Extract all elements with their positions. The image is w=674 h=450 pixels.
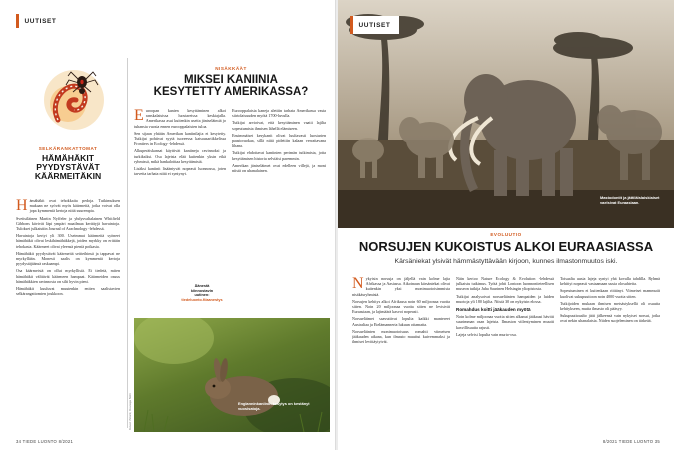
paragraph: Toisaalta uusia lajeja syntyi yhä kovalla tahdilla. Ryhmä kehittyi nopeasti vastaamaan uusia olosuhteita.	[560, 276, 660, 287]
vote-pullquote	[172, 284, 232, 302]
rabbit-photo	[134, 318, 330, 432]
paragraph: Sveitsiläinen Martin Nyffeler ja yhdysvaltalainen Whitfield Gibbons kävivät läpi ympäri maailmaa kerättyjä havaintoja. Tulokset julkaistiin Journal of Arachnology -lehdessä.	[16, 215, 120, 232]
rabbit-body-col2	[232, 108, 326, 288]
section-label-text: UUTISET	[358, 21, 391, 29]
paragraph: Ensimmäiset kesykanit olivat luultavasti luostarien paastoruokaa, sillä niitä pidettiin kalaan verrattavana lihana.	[232, 132, 326, 149]
elephant-subhead: Romahdus koitti jääkauden myötä	[456, 307, 531, 313]
elephant-photo	[338, 0, 674, 228]
accent-bar	[16, 14, 19, 28]
spider-headline	[16, 154, 120, 181]
paragraph: Tutkijat arvioivat, että kesyttäminen vaatii lajilta sopeutumista ihmisen lähellä elämiseen.	[232, 120, 326, 131]
section-label-right	[350, 16, 399, 34]
paragraph: Sukupuuttoaalto jätti jälkeensä vain nykyiset norsut, jotka ovat nekin uhanalaisia. Niiden suojeleminen on tärkeää.	[560, 313, 660, 324]
paragraph: Hämähäkit ovat tehokkaita pedoja. Tutkimuksen mukaan ne syövät myös käärmeitä, jotka voivat olla jopa kymmeniä kertoja niitä suurempia.	[16, 198, 120, 214]
paragraph: Euroopan kanien kesyttäminen alkoi ranskalaisissa luostareissa keskiajalla. Amerikassa asui kuitenkin useita jäniseläimiä jo tuhansia vuosia ennen eurooppalaisten tuloa.	[134, 108, 226, 129]
elephant-photo-caption: Mastodontit ja jättiläislaiskiaiset vaelsivat Euraasiaan.	[600, 195, 660, 205]
elephant-story-header	[348, 232, 664, 265]
vote-link[interactable]: tiedeluonto.fi/aanestys	[181, 297, 223, 302]
pullquote-line: uutinen:	[194, 293, 210, 298]
elephant-headline: NORSUJEN KUKOISTUS ALKOI EURAASIASSA	[358, 239, 654, 254]
dropcap: N	[352, 276, 364, 292]
paragraph: Norsueläimet saavuttivat lopulta kaikki mantereet Australiaa ja Etelämannerta lukuun ottamatta.	[352, 316, 450, 327]
paragraph: Lisäksi kaniinit lisääntyvät nopeasti luonnossa, joten tarvetta tarhata niitä ei syntynyt.	[134, 166, 226, 177]
spider-story	[16, 146, 120, 181]
right-page	[338, 0, 674, 450]
spider-body	[16, 198, 120, 433]
paragraph: Sen sijaan yhtään Amerikan kaniinilajia ei kesytetty. Tutkijat pohtivat syytä tuoreessa katsausartikkelissa Frontiers in Ecology -lehdessä.	[134, 130, 226, 147]
dropcap: E	[134, 108, 144, 124]
paragraph: Amerikan jäniseläimet ovat edelleen villejä, ja moni niistä on uhanalainen.	[232, 162, 326, 174]
photo-credit: Kuvat: iStock, Kuvaaja Nimi	[128, 393, 132, 430]
paragraph: Tutkijat analysoivat norsueläinten hampaiden ja luiden muotoja yli 180 lajilta. Niistä 30 on nykyisin elossa.	[456, 293, 554, 304]
paragraph: Osa käärmeistä on ollut myrkyllisiä. Ei tiedetä, miten hämähäkit välttävät käärmeen hampaat. Käärmeiden osuus hämähäkkien ravinnosta on silti hyvin pieni.	[16, 268, 120, 284]
rabbit-body-col1	[134, 108, 226, 288]
folio-right: 8/2021 TIEDE LUONTO 35	[602, 439, 660, 444]
paragraph: Alkuperäiskansat käyttivät kaniineja ravinnoksi ja turkiksiksi. Osa lajeista elää kuitenkin yksin eikä ryhmissä, mikä hankaloittaa kesyttämistä.	[134, 148, 226, 164]
accent-bar	[350, 16, 353, 34]
section-label-text: UUTISET	[24, 17, 57, 25]
spider-headline-line: HÄMÄHÄKIT	[41, 153, 95, 163]
pullquote-line: kiinnostavin	[190, 288, 214, 293]
elephant-kicker: EVOLUUTIO	[490, 232, 522, 237]
elephant-body-col3	[560, 276, 660, 434]
rabbit-headline	[134, 74, 328, 98]
spider-headline-line: KÄÄRMEITÄKIN	[34, 171, 102, 182]
elephant-body-col2	[456, 276, 554, 434]
paragraph: Eurooppalaisia kaneja alettiin tarhata Amerikassa vasta siirtolaisuuden myötä 1700-luvulla.	[232, 108, 326, 119]
paragraph: Hämähäkit pyydystävät käärmeitä seitteihinsä ja tappavat ne myrkyllään. Monesti saalis on kymmeniä kertoja pyydystäjäänsä raskaampi.	[16, 250, 120, 267]
spider-snake-illustration	[38, 60, 112, 140]
rabbit-headline-line: KESYTETTY AMERIKASSA?	[153, 86, 309, 99]
paragraph: Noin kolme miljoonaa vuotta sitten alkanut jääkausi hävitti suurimman osan lajeista. Ilmaston viilentyminen muutti kasvillisuutta rajusti.	[456, 314, 554, 330]
paragraph: Norsujen kehitys alkoi Afrikassa noin 60 miljoonaa vuotta sitten. Noin 20 miljoonaa vuotta sitten ne levisivät Euraasiaan, ja lajimäärä kasvoi nopeasti.	[352, 298, 450, 315]
paragraph: Tutkijat ehdottavat kaniinien perimän tutkimista, jotta kesyttämisen historia selviäisi paremmin.	[232, 150, 326, 161]
pullquote-line: Äänestä	[194, 284, 210, 288]
paragraph: Havaintoja kertyi yli 300. Useimmat käärmeitä syöneet hämähäkit olivat leskihämähäkkejä, joiden myrkky on erittäin tehokasta. Käärmeet olivat yleensä pieniä poikasia.	[16, 233, 120, 249]
left-page	[0, 0, 336, 450]
paragraph: Lajeja selvisi lopulta vain murto-osa.	[456, 331, 517, 337]
paragraph: Hämähäkit kuuluvat muutenkin eniten saalistavien selkärangattomien joukkoon.	[16, 286, 120, 297]
rabbit-kicker: NISÄKKÄÄT	[215, 66, 247, 71]
rabbit-headline-line: MIKSEI KANIINIA	[184, 74, 278, 86]
paragraph: Nykyisin norsuja on jäljellä vain kolme lajia Afrikassa ja Aasiassa. Aikoinaan kärsäniekat olivat kuitenkin yksi monimuotoisimmista nisäkäsryhmistä.	[352, 276, 450, 297]
paragraph: Norsueläinten monimuotoisuus romahti viimeisen jääkauden aikana, kun ilmasto muuttui kuivemmaksi ja ihmiset levittäytyivät.	[352, 328, 450, 345]
dropcap: H	[16, 198, 28, 214]
paragraph: Tutkijoiden mukaan ihmisen metsästyksellä oli osuutta kehitykseen, mutta ilmasto oli pääsyy.	[560, 300, 660, 312]
section-label-left	[16, 14, 57, 28]
spider-kicker: SELKÄRANKATTOMAT	[38, 146, 98, 151]
folio-left: 34 TIEDE LUONTO 8/2021	[16, 439, 74, 444]
paragraph: Sopeutuminen ei kuitenkaan riittänyt. Viimeiset mammutit kuolivat sukupuuttoon noin 4000 vuotta sitten.	[560, 288, 660, 299]
elephant-body-col1	[352, 276, 450, 434]
rabbit-story-header	[134, 66, 328, 98]
rabbit-photo-caption: Englanninkaniinin kesytys on kestänyt vuosisatoja.	[238, 401, 310, 411]
elephant-deck: Kärsäniekat ylsivät hämmästyttävään kirjoon, kunnes ilmastonmuutos iski.	[394, 257, 618, 265]
paragraph: Näin kertoo Nature Ecology & Evolution -lehdessä julkaistu tutkimus. Työtä johti Lontoon luonnontieteellisen museon tutkija Juha Saarinen Helsingin yliopistosta.	[456, 276, 554, 292]
spider-headline-line: PYYDYSTÄVÄT	[36, 162, 100, 173]
